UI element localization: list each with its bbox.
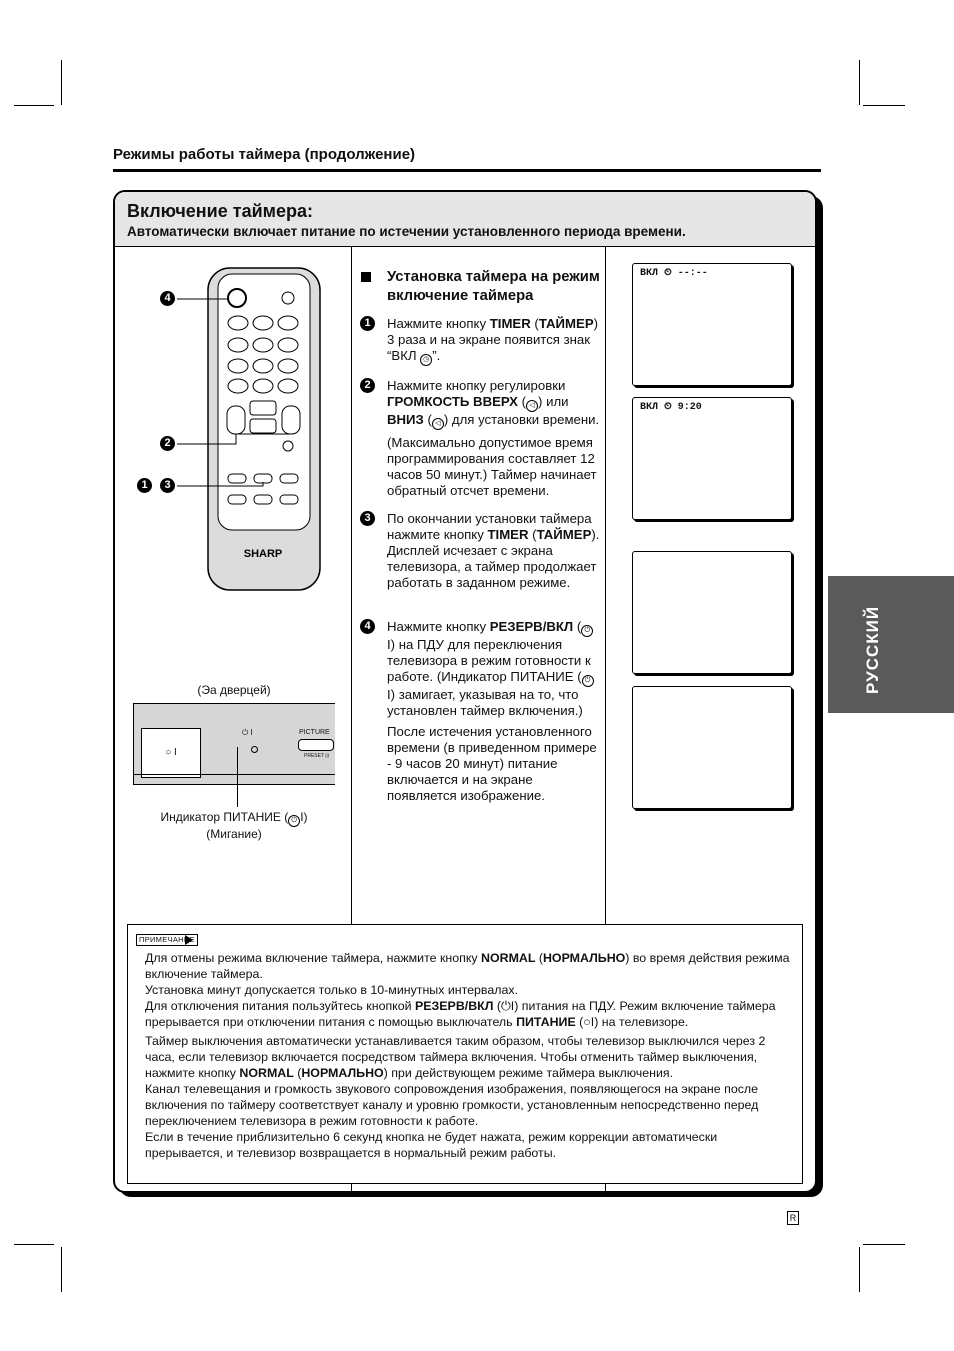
crop-mark bbox=[61, 1247, 62, 1292]
header-rule bbox=[113, 169, 821, 172]
screen-osd: ВКЛ ⏲ --:-- bbox=[640, 268, 708, 279]
arrow-icon bbox=[185, 935, 193, 945]
section-title: Включение таймера: bbox=[127, 201, 313, 221]
panel-edge bbox=[134, 774, 335, 775]
picture-button bbox=[298, 739, 334, 751]
tv-screen-2 bbox=[632, 397, 792, 520]
remote-illustration bbox=[130, 262, 330, 592]
power-indicator bbox=[251, 746, 258, 753]
screen-osd: ВКЛ ⏲ 9:20 bbox=[640, 402, 702, 413]
tv-screen-4 bbox=[632, 686, 792, 809]
crop-mark bbox=[61, 60, 62, 105]
volume-down-icon: ◁ bbox=[432, 418, 444, 430]
crop-mark bbox=[14, 1244, 54, 1245]
remote-label-1: 1 bbox=[137, 478, 152, 493]
note-tag: ПРИМЕЧАНИЕ bbox=[136, 934, 198, 946]
step-4: 4 Нажмите кнопку РЕЗЕРВ/ВКЛ ( ⏻I) на ПДУ для переключения телевизора в режим готовности к работе. (Индикатор ПИТАНИЕ ( ⏻I) замигает, указывая на то, что установлен таймер включения.) После истечения установленного времени (в приведенном примере - 9 часов 20 минут) питание включается и на экране появляется изображение. bbox=[360, 619, 600, 804]
timer-icon: ◷ bbox=[420, 354, 432, 366]
panel-caption: (Эа дверцей) bbox=[197, 683, 271, 697]
section-subtitle: Автоматически включает питание по истечении установленного периода времени. bbox=[127, 224, 686, 239]
crop-mark bbox=[863, 1244, 905, 1245]
remote-label-2: 2 bbox=[160, 436, 175, 451]
remote-label-3: 3 bbox=[160, 478, 175, 493]
step-2: 2 Нажмите кнопку регулировки ГРОМКОСТЬ ВВЕРХ ( ◁ ) или ВНИЗ ( ◁ ) для установки времени. (Максимально допустимое время программирования составляет 12 часов 50 минут.) Таймер начинает обратный отсчет времени. bbox=[360, 378, 600, 499]
tv-screen-1 bbox=[632, 263, 792, 386]
crop-mark bbox=[14, 105, 54, 106]
crop-mark bbox=[863, 105, 905, 106]
running-header: Режимы работы таймера (продолжение) bbox=[113, 146, 416, 163]
step-3: 3 По окончании установки таймера нажмите кнопку TIMER (ТАЙМЕР). Дисплей исчезает с экрана телевизора, а таймер продолжает работать в заданном режиме. bbox=[360, 511, 600, 591]
note-box bbox=[127, 924, 803, 1184]
power-icon: ⏻ bbox=[582, 675, 594, 687]
preset-label: PRESET ⊡ bbox=[304, 753, 330, 759]
remote-label-4: 4 bbox=[160, 291, 175, 306]
crop-mark bbox=[859, 1247, 860, 1292]
remote-brand: SHARP bbox=[243, 548, 283, 560]
power-icon: ⏻ bbox=[581, 625, 593, 637]
language-tab bbox=[828, 576, 954, 713]
language-label: РУССКИЙ bbox=[863, 605, 882, 694]
subsection-title: Установка таймера на режим включение таймера bbox=[360, 268, 600, 306]
page-mark: R bbox=[787, 1211, 799, 1225]
indicator-icon: ⏻ I bbox=[242, 728, 253, 737]
tv-power-switch: ○ I bbox=[141, 728, 201, 778]
picture-label: PICTURE bbox=[299, 729, 330, 736]
tv-screen-3 bbox=[632, 551, 792, 674]
indicator-leader bbox=[237, 747, 238, 807]
volume-up-icon: ◁ bbox=[526, 400, 538, 412]
tv-front-panel bbox=[133, 703, 335, 785]
crop-mark bbox=[859, 60, 860, 105]
note-body: Для отмены режима включение таймера, нажмите кнопку NORMAL (НОРМАЛЬНО) во время действия режима включение таймера. Установка минут допускается только в 10-минутных интервалах. Для отключения питания пользуйтесь кнопкой РЕЗЕРВ/ВКЛ (⏻I) питания на ПДУ. Режим включение таймера прерывается при отключении питания с помощью выключатель ПИТАНИЕ (○I) на телевизоре. Таймер выключения автоматически устанавливается таким образом, чтобы телевизор выключился через 2 часа, если телевизор включается посредством таймера включения. Чтобы отменить таймер выключения, нажмите кнопку NORMAL (НОРМАЛЬНО) при действующем режиме таймера выключения. Канал телевещания и громкость звукового сопровождения изображения, появляющегося на экране после включения по таймеру соответствует каналу и уровню громкости, установленным непосредственно перед переключением телевизора в режим готовности к работе. Если в течение приблизительно 6 секунд кнопка не будет нажата, режим коррекции автоматически прерывается, и телевизор возвращается в нормальный режим работы. bbox=[145, 951, 790, 1160]
indicator-caption: Индикатор ПИТАНИЕ ( ⏻ I) (Мигание) bbox=[160, 810, 308, 841]
step-1: 1 Нажмите кнопку TIMER (ТАЙМЕР) 3 раза и на экране появится знак “ВКЛ ◷ ”. bbox=[360, 316, 600, 366]
title-band bbox=[115, 192, 815, 247]
steps-column bbox=[360, 268, 600, 816]
